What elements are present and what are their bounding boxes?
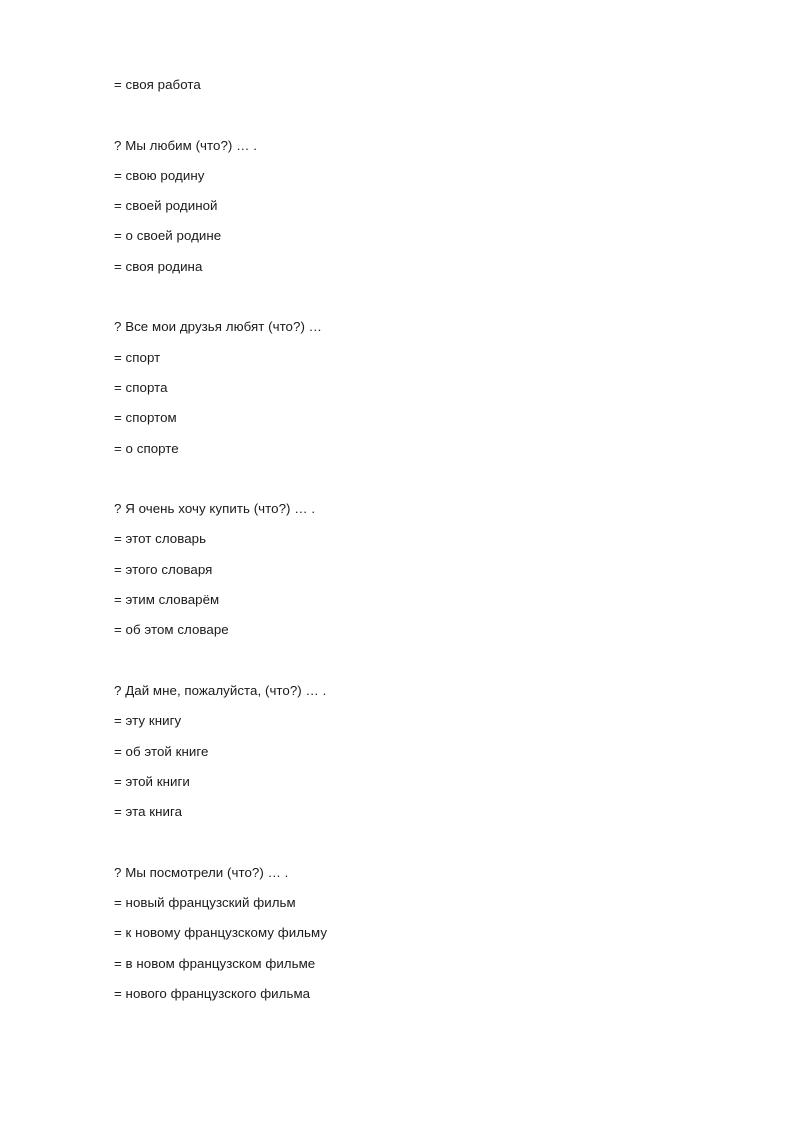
answer-option: = спорта xyxy=(114,379,168,395)
answer-option: = о своей родине xyxy=(114,228,222,244)
answer-option: = эту книгу xyxy=(114,713,182,729)
answer-option: = спорт xyxy=(114,349,161,365)
answer-option: = этого словаря xyxy=(114,561,213,577)
answer-option: = эта книга xyxy=(114,804,183,820)
exercise-text xyxy=(114,74,734,1013)
answer-option: = этим словарём xyxy=(114,592,220,608)
answer-option: = своя родина xyxy=(114,258,203,274)
answer-option: = своей родиной xyxy=(114,198,218,214)
question: ? Все мои друзья любят (что?) … xyxy=(114,319,323,335)
question: ? Я очень хочу купить (что?) … . xyxy=(114,501,316,517)
answer-option: = в новом французском фильме xyxy=(114,955,316,971)
answer-option: = своя работа xyxy=(114,77,201,92)
question: ? Мы посмотрели (что?) … . xyxy=(114,864,289,880)
answer-option: = об этом словаре xyxy=(114,622,229,638)
answer-option: = об этой книге xyxy=(114,743,209,759)
answer-option: = этот словарь xyxy=(114,531,207,547)
answer-option: = спортом xyxy=(114,410,177,426)
answer-option: = о спорте xyxy=(114,440,179,456)
answer-option: = к новому французскому фильму xyxy=(114,925,328,941)
question: ? Мы любим (что?) … . xyxy=(114,137,257,153)
answer-option: = нового французского фильма xyxy=(114,985,311,1001)
answer-option: = свою родину xyxy=(114,167,205,183)
answer-option: = новый французский фильм xyxy=(114,895,296,911)
question: ? Дай мне, пожалуйста, (что?) … . xyxy=(114,682,327,698)
answer-option: = этой книги xyxy=(114,773,190,789)
